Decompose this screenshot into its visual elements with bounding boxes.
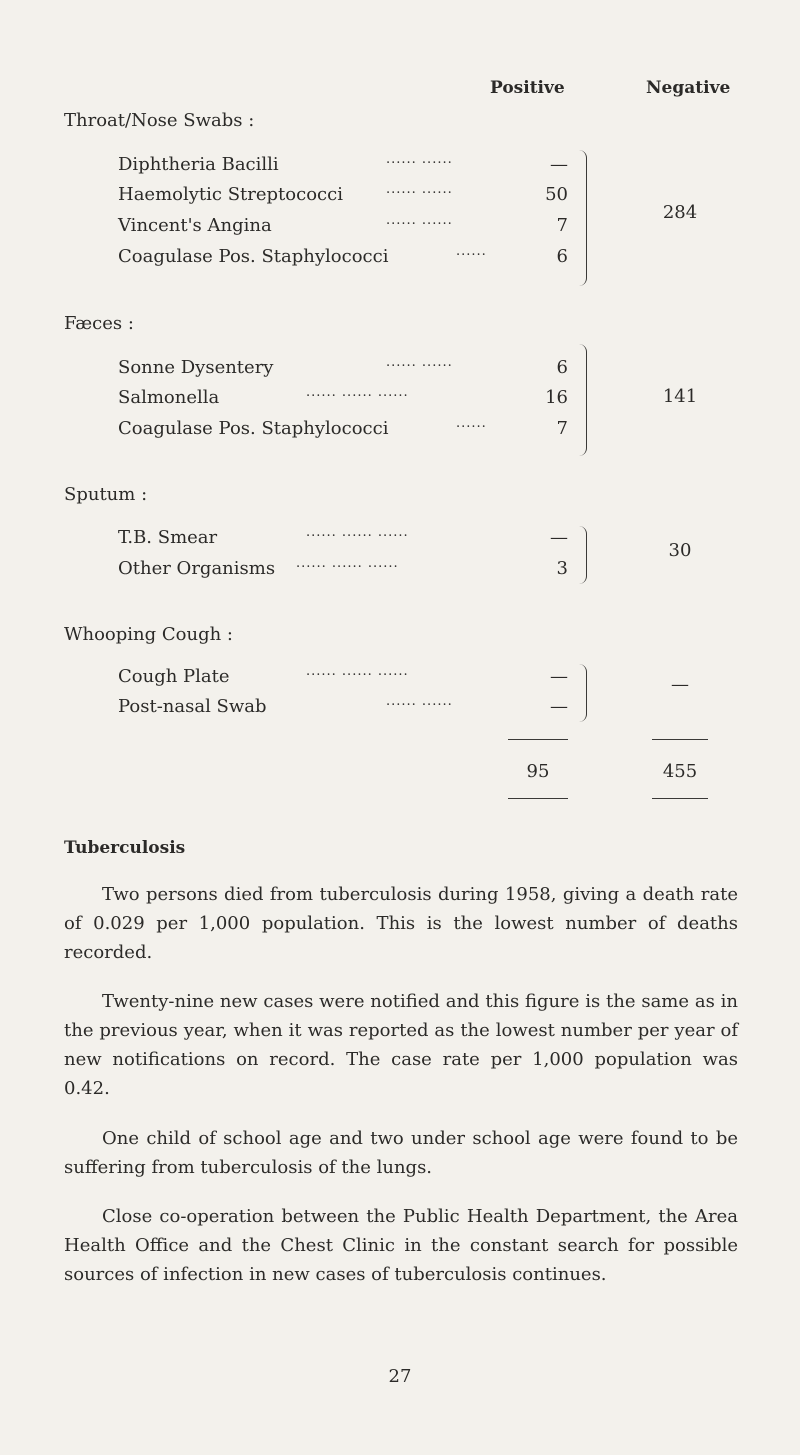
row-label: Coagulase Pos. Staphylococci	[118, 246, 389, 267]
row-label: Sonne Dysentery	[118, 357, 274, 378]
paragraph: One child of school age and two under school age were found to be suffering from tuberculosis of the lungs.	[64, 1128, 738, 1178]
row-label: Diphtheria Bacilli	[118, 154, 279, 175]
paragraph: Twenty-nine new cases were notified and this figure is the same as in the previous year, when it was reported as the lowest number per year of new notifications on record. The case rate per 1,000 population was 0.42.	[64, 991, 738, 1099]
paragraph: Two persons died from tuberculosis during 1958, giving a death rate of 0.029 per 1,000 population. This is the lowest number of deaths recorded.	[64, 884, 738, 963]
total-rule-bottom-positive	[508, 798, 568, 799]
row-label: Coagulase Pos. Staphylococci	[118, 418, 389, 439]
section-title-faeces: Fæces :	[64, 313, 134, 334]
table-row	[118, 418, 568, 442]
page-number: 27	[388, 1366, 412, 1387]
row-label: Vincent's Angina	[118, 215, 272, 236]
leader-dots: ...... ...... ......	[306, 385, 409, 400]
row-label: T.B. Smear	[118, 527, 218, 548]
leader-dots: ...... ...... ......	[296, 556, 399, 571]
leader-dots: ...... ......	[386, 694, 453, 709]
group-brace	[574, 664, 587, 722]
positive-value: 6	[556, 246, 568, 267]
table-row	[118, 184, 568, 208]
positive-header: Positive	[490, 78, 565, 98]
leader-dots: ......	[456, 244, 487, 259]
total-positive: 95	[526, 761, 550, 782]
total-rule-top-negative	[652, 739, 708, 740]
positive-value: 7	[556, 418, 568, 439]
section-heading-tuberculosis: Tuberculosis	[64, 838, 186, 858]
section-title-whooping-cough: Whooping Cough :	[64, 624, 233, 645]
total-rule-bottom-negative	[652, 798, 708, 799]
table-row	[118, 696, 568, 720]
negative-value: 141	[662, 386, 698, 407]
row-label: Cough Plate	[118, 666, 230, 687]
positive-value: 50	[545, 184, 568, 205]
table-row	[118, 558, 568, 582]
positive-value: —	[550, 527, 568, 548]
paragraph: Close co-operation between the Public Health Department, the Area Health Office and the Chest Clinic in the constant search for possible sources of infection in new cases of tuberculosis continues.	[64, 1206, 738, 1285]
group-brace	[574, 344, 587, 456]
leader-dots: ...... ......	[386, 182, 453, 197]
positive-value: —	[550, 666, 568, 687]
leader-dots: ...... ......	[386, 355, 453, 370]
group-brace	[574, 526, 587, 584]
table-row	[118, 154, 568, 178]
table-row	[118, 357, 568, 381]
section-title-sputum: Sputum :	[64, 484, 148, 505]
negative-value: 30	[668, 540, 692, 561]
leader-dots: ...... ...... ......	[306, 664, 409, 679]
table-row	[118, 246, 568, 270]
positive-value: 6	[556, 357, 568, 378]
negative-header: Negative	[646, 78, 731, 98]
table-row	[118, 387, 568, 411]
positive-value: —	[550, 154, 568, 175]
table-row	[118, 527, 568, 551]
total-rule-top-positive	[508, 739, 568, 740]
positive-value: 3	[556, 558, 568, 579]
positive-value: 7	[556, 215, 568, 236]
section-title-throat-nose-swabs: Throat/Nose Swabs :	[64, 110, 255, 131]
positive-value: —	[550, 696, 568, 717]
total-negative: 455	[662, 761, 698, 782]
table-row	[118, 666, 568, 690]
row-label: Salmonella	[118, 387, 220, 408]
row-label: Other Organisms	[118, 558, 276, 579]
group-brace	[574, 150, 587, 286]
leader-dots: ...... ...... ......	[306, 525, 409, 540]
leader-dots: ......	[456, 416, 487, 431]
positive-value: 16	[545, 387, 568, 408]
table-row	[118, 215, 568, 239]
row-label: Post-nasal Swab	[118, 696, 267, 717]
leader-dots: ...... ......	[386, 152, 453, 167]
row-label: Haemolytic Streptococci	[118, 184, 343, 205]
negative-value: —	[671, 674, 689, 695]
negative-value: 284	[662, 202, 698, 223]
leader-dots: ...... ......	[386, 213, 453, 228]
